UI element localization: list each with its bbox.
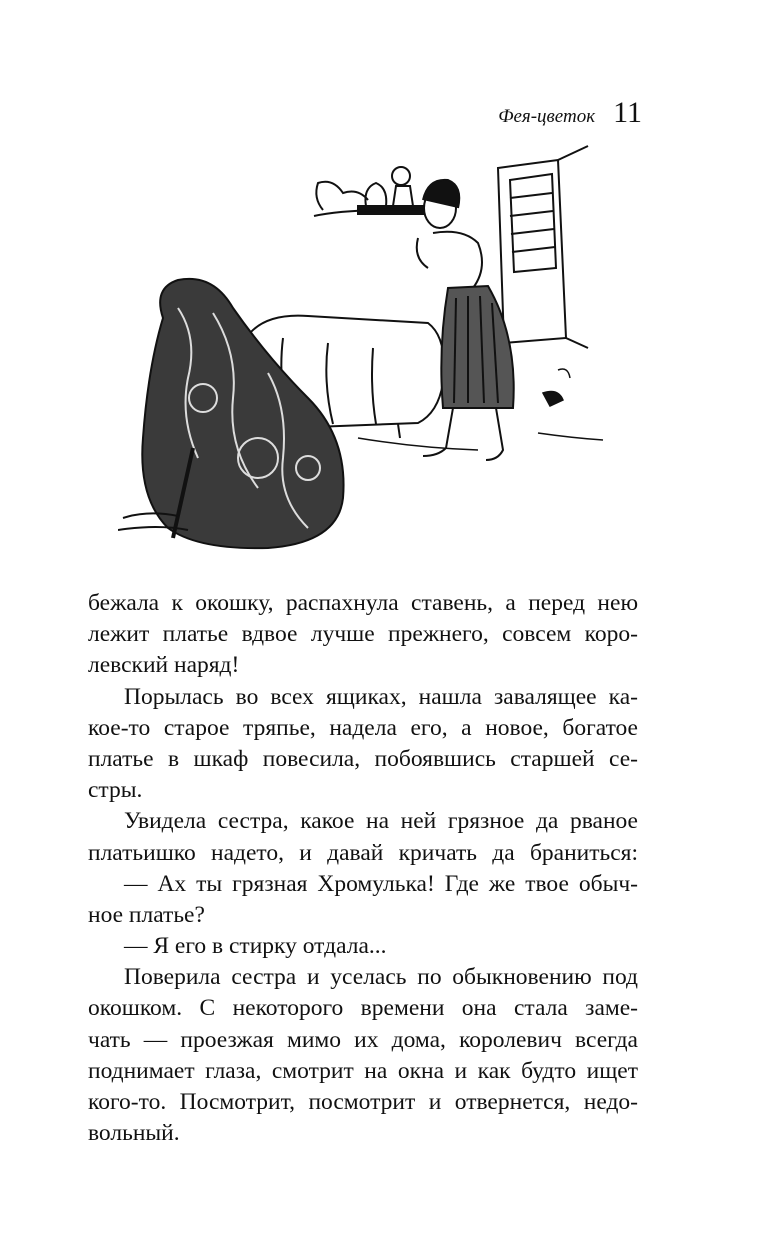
text-line: Порылась во всех ящиках, нашла завалящее ка- xyxy=(124,683,638,710)
text-line: платьишко надето, и давай кричать да браниться: xyxy=(88,839,638,866)
text-line: ное платье? xyxy=(88,901,205,928)
text-line: кого-то. Посмотрит, посмотрит и отвернется, недо- xyxy=(88,1089,638,1115)
text-line: поднимает глаза, смотрит на окна и как будто ищет xyxy=(88,1057,638,1084)
body-text xyxy=(88,588,638,1149)
shelf-drawing xyxy=(314,167,438,216)
text-line: платье в шкаф повесила, побоявшись старшей се- xyxy=(88,745,638,772)
page-number: 11 xyxy=(613,96,642,129)
running-title: Фея-цветок xyxy=(498,106,596,127)
text-line: окошком. С некоторого времени она стала заме- xyxy=(88,995,638,1022)
text-line: — Я его в стирку отдала... xyxy=(124,933,387,960)
text-line: Поверила сестра и уселась по обыкновению под xyxy=(124,964,638,991)
text-line: вольный. xyxy=(88,1120,180,1147)
text-line: стры. xyxy=(88,777,143,804)
text-line: кое-то старое тряпье, надела его, а новое, богатое xyxy=(88,714,638,741)
illustration xyxy=(118,138,618,568)
text-line: бежала к окошку, распахнула ставень, а перед нею xyxy=(88,590,638,616)
text-line: чать — проезжая мимо их дома, королевич всегда xyxy=(88,1026,638,1053)
running-head xyxy=(498,96,642,130)
text-line: лежит платье вдвое лучше прежнего, совсем коро- xyxy=(88,621,638,648)
text-line: — Ах ты грязная Хромулька! Где же твое обыч- xyxy=(124,870,638,897)
text-line: левский наряд! xyxy=(88,652,240,679)
door-drawing xyxy=(498,146,588,348)
text-line: Увидела сестра, какое на ней грязное да рваное xyxy=(124,808,638,835)
